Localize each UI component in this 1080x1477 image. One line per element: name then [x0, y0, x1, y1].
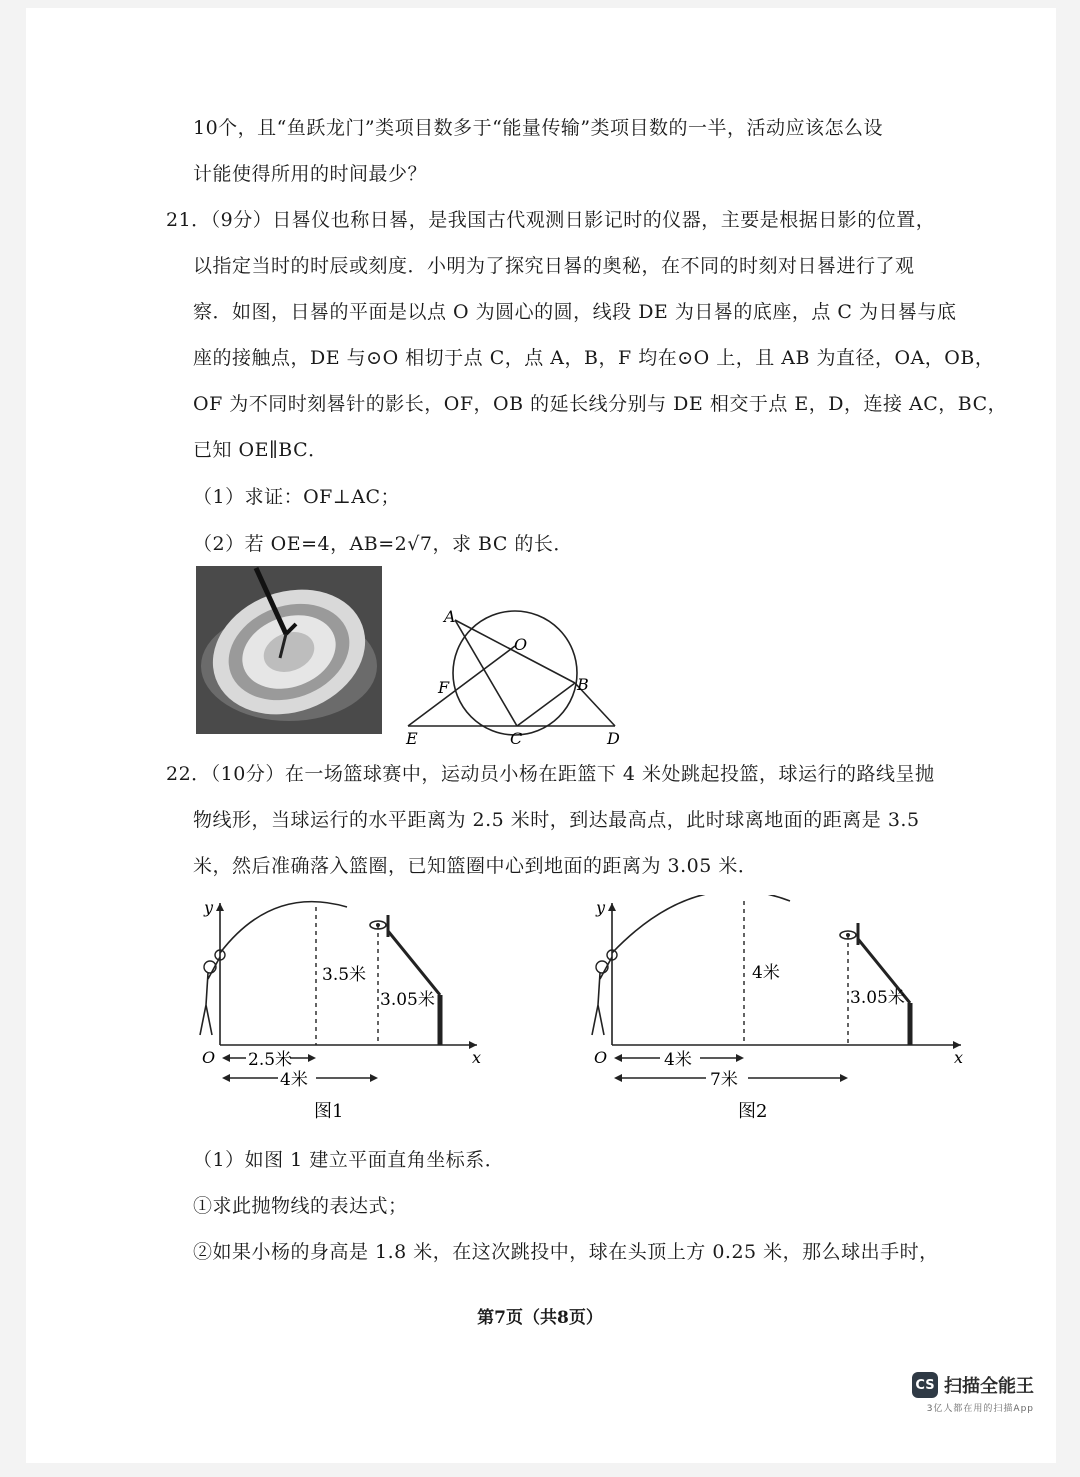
text-line: 察．如图，日晷的平面是以点 O 为圆心的圆，线段 DE 为日晷的底座，点 C 为日晷与底 — [193, 301, 957, 323]
label-B: B — [577, 675, 589, 694]
sub-question: （1）如图 1 建立平面直角坐标系． — [193, 1149, 505, 1171]
figure-caption: 图1 — [314, 1101, 344, 1122]
origin-label: O — [594, 1048, 608, 1067]
sub-question: （2）若 OE=4，AB=2√7，求 BC 的长． — [193, 533, 573, 555]
text-line: 计能使得所用的时间最少？ — [193, 163, 428, 185]
label-O: O — [514, 635, 528, 654]
text-line: 10个，且“鱼跃龙门”类项目数多于“能量传输”类项目数的一半，活动应该怎么设 — [193, 117, 884, 139]
text-line: 物线形，当球运行的水平距离为 2.5 米时，到达最高点，此时球离地面的距离是 3.5 — [193, 809, 920, 831]
sub-question: （1）求证：OF⊥AC； — [193, 486, 400, 508]
figure-caption: 图2 — [738, 1101, 768, 1122]
label-A: A — [444, 607, 456, 626]
circle-geometry-figure — [400, 598, 630, 748]
peak-distance-label: 4米 — [664, 1050, 692, 1070]
scanner-watermark — [912, 1372, 1034, 1414]
text-line: 米，然后准确落入篮圈，已知篮圈中心到地面的距离为 3.05 米． — [193, 855, 758, 877]
text-line: OF 为不同时刻晷针的影长，OF，OB 的延长线分别与 DE 相交于点 E，D，连接 AC，BC， — [193, 393, 1008, 415]
label-F: F — [438, 678, 450, 697]
sundial-photo — [196, 566, 382, 734]
axis-x-label: x — [954, 1048, 964, 1067]
text-line: ①求此抛物线的表达式； — [193, 1195, 408, 1217]
hoop-distance-label: 7米 — [710, 1070, 738, 1090]
hoop-height-label: 3.05米 — [850, 988, 905, 1008]
basketball-figure-2 — [576, 895, 966, 1125]
hoop-distance-label: 4米 — [280, 1070, 308, 1090]
peak-distance-label: 2.5米 — [248, 1050, 293, 1070]
camscanner-logo-icon: CS — [912, 1372, 938, 1398]
question-22-heading: 22．（10分）在一场篮球赛中，运动员小杨在距篮下 4 米处跳起投篮，球运行的路线呈抛 — [166, 763, 935, 785]
peak-height-label: 4米 — [752, 963, 780, 983]
question-21-heading: 21．（9分）日晷仪也称日晷，是我国古代观测日影记时的仪器，主要是根据日影的位置， — [166, 209, 936, 231]
brand-name: 扫描全能王 — [944, 1376, 1034, 1397]
axis-y-label: y — [596, 898, 606, 917]
label-E: E — [406, 729, 418, 748]
basketball-figure-1 — [182, 895, 492, 1125]
hoop-height-label: 3.05米 — [380, 990, 435, 1010]
axis-y-label: y — [204, 898, 214, 917]
text-line: 座的接触点，DE 与⊙O 相切于点 C，点 A，B，F 均在⊙O 上，且 AB 为直径，OA，OB， — [193, 347, 995, 369]
axis-x-label: x — [472, 1048, 482, 1067]
origin-label: O — [202, 1048, 216, 1067]
label-C: C — [510, 729, 523, 748]
label-D: D — [607, 729, 620, 748]
text-line: ②如果小杨的身高是 1.8 米，在这次跳投中，球在头顶上方 0.25 米，那么球出手时， — [193, 1241, 939, 1263]
page-number: 第7页（共8页） — [477, 1308, 603, 1328]
text-line: 以指定当时的时辰或刻度．小明为了探究日晷的奥秘，在不同的时刻对日晷进行了观 — [193, 255, 915, 277]
peak-height-label: 3.5米 — [322, 965, 367, 985]
brand-slogan: 3亿人都在用的扫描App — [926, 1404, 1034, 1414]
text-line: 已知 OE∥BC． — [193, 439, 328, 461]
